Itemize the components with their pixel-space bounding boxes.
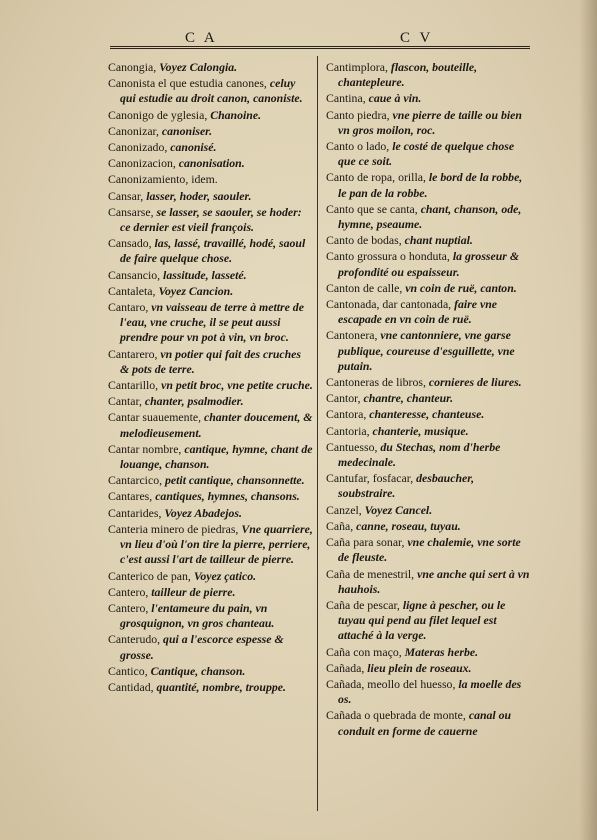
entry-translation: vn vaisseau de terre à mettre de l'eau, vne cruche, il se peut aussi prendre pour vn pot à vin, vn broc. — [120, 300, 304, 345]
entry-headword: Cantarides, — [108, 505, 162, 520]
entry-headword: Cantidad, — [108, 679, 154, 694]
entry-headword: Cantuesso, — [326, 439, 378, 454]
entry-translation: cantique, hymne, chant de louange, chanson. — [120, 441, 313, 472]
dictionary-entry — [108, 172, 313, 187]
dictionary-entry — [326, 170, 531, 200]
entry-translation: se lasser, se saouler, se hoder: ce dernier est vieil françois. — [120, 204, 302, 235]
entry-headword: Cantico, — [108, 663, 148, 678]
dictionary-entry — [326, 91, 531, 106]
header-rule — [110, 46, 530, 47]
entry-headword: Canzel, — [326, 502, 362, 517]
dictionary-entry — [108, 189, 313, 204]
dictionary-entry — [326, 233, 531, 248]
entry-headword: Canterudo, — [108, 632, 161, 647]
entry-headword: Canonigo de yglesia, — [108, 107, 208, 122]
entry-headword: Canto o lado, — [326, 139, 390, 154]
entry-translation: petit cantique, chansonnette. — [165, 473, 305, 488]
dictionary-entry — [326, 424, 531, 439]
dictionary-entry — [326, 440, 531, 470]
entry-headword: Cantonera, — [326, 328, 378, 343]
page-edge-shadow — [579, 0, 597, 840]
entry-translation: Materas herbe. — [404, 644, 479, 659]
entry-headword: Canto grossura o honduta, — [326, 249, 450, 264]
dictionary-entry — [108, 506, 313, 521]
entry-headword: Cantero, — [108, 584, 149, 599]
dictionary-entry — [108, 489, 313, 504]
dictionary-entry — [108, 680, 313, 695]
dictionary-entry — [326, 535, 531, 565]
dictionary-entry — [108, 394, 313, 409]
dictionary-entry — [108, 156, 313, 171]
dictionary-entry — [326, 598, 531, 644]
running-header-left: C A — [185, 30, 218, 46]
dictionary-entry — [108, 236, 313, 266]
running-header-right: C V — [400, 30, 434, 46]
dictionary-entry — [108, 601, 313, 631]
entry-translation: canne, roseau, tuyau. — [356, 518, 461, 533]
entry-translation: la moelle des os. — [338, 676, 522, 707]
dictionary-entry — [326, 677, 531, 707]
dictionary-entry — [108, 473, 313, 488]
dictionary-entry — [326, 108, 531, 138]
entry-translation: faire vne escapade en vn coin de ruë. — [338, 297, 497, 327]
entry-headword: Canto que se canta, — [326, 201, 418, 216]
dictionary-entry — [108, 108, 313, 123]
entry-headword: Cantonada, dar cantonada, — [326, 297, 452, 312]
entry-headword: Cantor, — [326, 391, 361, 406]
entry-translation: canonisé. — [170, 140, 217, 155]
entry-translation: chant nuptial. — [404, 233, 473, 248]
dictionary-entry — [326, 471, 531, 501]
dictionary-entry — [108, 664, 313, 679]
dictionary-entry — [326, 661, 531, 676]
entry-headword: Cantaleta, — [108, 283, 156, 298]
entry-translation: quantité, nombre, trouppe. — [156, 679, 286, 694]
entry-headword: Cañada, meollo del huesso, — [326, 676, 456, 691]
entry-translation: vn coin de ruë, canton. — [405, 280, 517, 295]
entry-translation: Voyez Abadejos. — [164, 505, 242, 520]
dictionary-entry — [108, 60, 313, 75]
dictionary-entry — [108, 347, 313, 377]
entry-headword: Cantar nombre, — [108, 441, 182, 456]
dictionary-entry — [326, 281, 531, 296]
entry-headword: Cantoria, — [326, 423, 370, 438]
entry-translation: chanteresse, chanteuse. — [369, 407, 485, 422]
entry-translation: lassitude, lasseté. — [163, 267, 247, 282]
entry-translation: Voyez Cancion. — [158, 283, 234, 298]
entry-headword: Cantora, — [326, 407, 367, 422]
entry-translation: Voyez Cancel. — [364, 502, 433, 517]
entry-headword: Cañada, — [326, 660, 365, 675]
entry-headword: Caña, — [326, 518, 354, 533]
dictionary-entry — [108, 300, 313, 346]
dictionary-entry — [108, 410, 313, 440]
entry-headword: Cansarse, — [108, 204, 154, 219]
entry-headword: Canongia, — [108, 60, 157, 74]
entry-translation: le costé de quelque chose que ce soit. — [338, 139, 515, 169]
entry-translation: vne anche qui sert à vn hauhois. — [338, 566, 530, 596]
dictionary-entry — [326, 407, 531, 422]
entry-translation: canonisation. — [178, 156, 245, 171]
dictionary-entry — [108, 76, 313, 106]
left-column — [108, 60, 313, 696]
entry-translation: qui a l'escorce espesse & grosse. — [120, 632, 284, 662]
dictionary-entry — [108, 585, 313, 600]
dictionary-entry — [108, 632, 313, 662]
entry-translation: canoniser. — [161, 123, 213, 138]
entry-translation: vne pierre de taille ou bien vn gros moilon, roc. — [338, 107, 522, 137]
dictionary-entry — [108, 378, 313, 393]
entry-translation: vn petit broc, vne petite cruche. — [161, 378, 313, 393]
entry-headword: Canton de calle, — [326, 280, 403, 295]
dictionary-entry — [326, 60, 531, 90]
entry-translation: du Stechas, nom d'herbe medecinale. — [338, 439, 501, 470]
entry-headword: Cantufar, fosfacar, — [326, 471, 414, 486]
dictionary-entry — [108, 284, 313, 299]
entry-headword: Cañada o quebrada de monte, — [326, 708, 466, 723]
entry-translation: tailleur de pierre. — [151, 584, 236, 599]
entry-translation: chanter, psalmodier. — [144, 394, 244, 409]
entry-headword: Cantoneras de libros, — [326, 375, 426, 390]
entry-headword: Canteria minero de piedras, — [108, 521, 239, 536]
entry-translation: flascon, bouteille, chantepleure. — [338, 60, 478, 90]
entry-translation: desbaucher, soubstraire. — [338, 471, 475, 501]
dictionary-entry — [108, 522, 313, 568]
entry-translation: cantiques, hymnes, chansons. — [155, 489, 300, 504]
entry-translation: chanterie, musique. — [372, 423, 469, 438]
entry-translation: Voyez çatico. — [193, 568, 257, 583]
entry-headword: Cantarcico, — [108, 473, 163, 488]
entry-headword: Caña de menestril, — [326, 566, 415, 581]
dictionary-entry — [326, 328, 531, 374]
dictionary-entry — [326, 567, 531, 597]
dictionary-entry — [108, 442, 313, 472]
dictionary-entry — [326, 139, 531, 169]
dictionary-entry — [326, 503, 531, 518]
entry-headword: Canonizado, — [108, 140, 168, 155]
entry-translation: le bord de la robbe, le pan de la robbe. — [338, 170, 523, 200]
entry-translation: vne cantonniere, vne garse publique, coureuse d'esguillette, vne putain. — [338, 328, 515, 373]
entry-headword: Cantero, — [108, 600, 149, 615]
entry-translation: celuy qui estudie au droit canon, canoniste. — [120, 76, 303, 106]
entry-translation: Chanoine. — [210, 107, 262, 122]
entry-translation: lasser, hoder, saouler. — [146, 188, 252, 203]
dictionary-entry — [326, 645, 531, 660]
entry-translation: chanter doucement, & melodieusement. — [120, 410, 313, 440]
right-column — [326, 60, 531, 740]
entry-headword: Canto de ropa, orilla, — [326, 170, 426, 185]
entry-headword: Cantarero, — [108, 346, 158, 361]
entry-translation: chant, chanson, ode, hymne, pseaume. — [338, 201, 522, 232]
entry-translation: lieu plein de roseaux. — [367, 660, 472, 675]
dictionary-entry — [326, 375, 531, 390]
dictionary-entry — [108, 140, 313, 155]
entry-translation: las, lassé, travaillé, hodé, saoul de faire quelque chose. — [120, 236, 306, 266]
entry-headword: Cansado, — [108, 236, 152, 251]
entry-headword: Canonizamiento, idem. — [108, 172, 218, 187]
dictionary-entry — [108, 569, 313, 584]
dictionary-entry — [326, 249, 531, 279]
entry-translation: ligne à pescher, ou le tuyau qui pend au filet lequel est attaché à la verge. — [338, 597, 506, 643]
entry-translation: caue à vin. — [368, 91, 422, 106]
entry-headword: Canto de bodas, — [326, 233, 402, 248]
entry-translation: vn potier qui fait des cruches & pots de terre. — [120, 346, 301, 376]
column-divider — [317, 56, 318, 811]
entry-translation: canal ou conduit en forme de cauerne — [338, 708, 512, 738]
dictionary-entry — [326, 391, 531, 406]
dictionary-entry — [326, 297, 531, 327]
dictionary-entry — [108, 124, 313, 139]
entry-headword: Canterico de pan, — [108, 568, 191, 583]
entry-headword: Cantina, — [326, 91, 366, 106]
entry-translation: Vne quarriere, vn lieu d'où l'on tire la pierre, perriere, c'est aussi l'art de tailleur de pierre. — [120, 521, 313, 567]
entry-headword: Canonizar, — [108, 123, 159, 138]
entry-headword: Cantimplora, — [326, 60, 388, 74]
entry-translation: vne chalemie, vne sorte de fleuste. — [338, 535, 521, 565]
entry-translation: cornieres de liures. — [428, 375, 522, 390]
entry-headword: Cantar suauemente, — [108, 410, 202, 425]
dictionary-entry — [326, 519, 531, 534]
dictionary-entry — [108, 205, 313, 235]
entry-headword: Cantaro, — [108, 300, 149, 315]
entry-headword: Canto piedra, — [326, 107, 390, 122]
entry-translation: la grosseur & profondité ou espaisseur. — [338, 249, 520, 279]
entry-headword: Cansancio, — [108, 267, 161, 282]
entry-headword: Canonista el que estudia canones, — [108, 76, 267, 91]
entry-headword: Caña para sonar, — [326, 535, 405, 550]
dictionary-entry — [326, 708, 531, 738]
entry-headword: Cantar, — [108, 394, 142, 409]
dictionary-entry — [326, 202, 531, 232]
entry-headword: Caña de pescar, — [326, 597, 400, 612]
entry-headword: Caña con maço, — [326, 644, 402, 659]
entry-translation: l'entameure du pain, vn grosquignon, vn gros chanteau. — [120, 600, 275, 631]
dictionary-entry — [108, 268, 313, 283]
entry-headword: Cantares, — [108, 489, 153, 504]
entry-headword: Cantarillo, — [108, 378, 159, 393]
entry-headword: Cansar, — [108, 188, 144, 203]
entry-translation: Voyez Calongia. — [159, 60, 238, 74]
entry-translation: Cantique, chanson. — [150, 663, 246, 678]
entry-translation: chantre, chanteur. — [363, 391, 454, 406]
header-rule-secondary — [110, 48, 530, 49]
entry-headword: Canonizacion, — [108, 156, 176, 171]
